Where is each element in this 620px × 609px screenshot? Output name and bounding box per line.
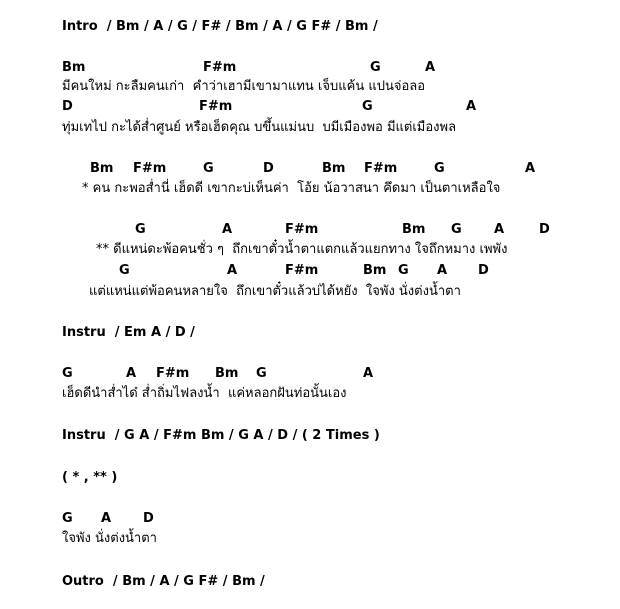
chord: Bm — [322, 161, 346, 176]
chord: G — [135, 222, 146, 237]
chord: F#m — [133, 161, 167, 176]
chord: A — [437, 263, 448, 278]
chord: G — [62, 511, 73, 526]
chord: F#m — [285, 222, 319, 237]
chord: G — [370, 60, 381, 75]
chord: Bm — [215, 366, 239, 381]
chord: F#m — [156, 366, 190, 381]
chord: F#m — [199, 99, 233, 114]
chord: A — [227, 263, 238, 278]
ending-lyric: ใจพัง นั่งต่งน้ำตา — [62, 531, 157, 546]
chord: Bm — [90, 161, 114, 176]
chorus1-lyric: * คน กะพอส่ำนี่ เฮ็ดดี เขากะบ่เห็นค่า โอ้ย น้อวาสนา คึดมา เป็นตาเหลือใจ — [82, 181, 501, 196]
chord: D — [539, 222, 550, 237]
chord: Bm — [62, 60, 86, 75]
chord: Bm — [402, 222, 426, 237]
chord: A — [466, 99, 477, 114]
chord: D — [263, 161, 274, 176]
chord: A — [494, 222, 505, 237]
bridge-lyric: เฮ็ดดีนำส่ำได๋ ส่ำถิ่มไฟลงน้ำ แค่หลอกฝันท่อนั้นเอง — [62, 386, 347, 401]
chord: D — [478, 263, 489, 278]
chord: G — [256, 366, 267, 381]
chord: G — [362, 99, 373, 114]
chord: A — [425, 60, 436, 75]
chord: A — [101, 511, 112, 526]
chord: G — [434, 161, 445, 176]
chord: A — [363, 366, 374, 381]
chord: G — [203, 161, 214, 176]
outro-line: Outro / Bm / A / G F# / Bm / — [62, 574, 265, 589]
chord: G — [398, 263, 409, 278]
chord: A — [525, 161, 536, 176]
chorus2-lyric-line1: ** ดีแหน่ดะพ้อคนชั่ว ๆ ถึกเขาตั๋วน้ำตาแตกแล้วแยกทาง ใจถึกหมาง เพพัง — [96, 242, 508, 257]
chord: A — [126, 366, 137, 381]
intro-line: Intro / Bm / A / G / F# / Bm / A / G F# / Bm / — [62, 19, 378, 34]
chord: Bm — [363, 263, 387, 278]
chord: F#m — [203, 60, 237, 75]
chord: A — [222, 222, 233, 237]
chord: F#m — [364, 161, 398, 176]
chord: F#m — [285, 263, 319, 278]
chord: G — [119, 263, 130, 278]
chord: G — [62, 366, 73, 381]
instru1-line: Instru / Em A / D / — [62, 325, 195, 340]
instru2-line: Instru / G A / F#m Bm / G A / D / ( 2 Times ) — [62, 428, 380, 443]
chord: D — [62, 99, 73, 114]
repeat-marker: ( * , ** ) — [62, 470, 118, 485]
verse1-lyric-line1: มีคนใหม่ กะลืมคนเก่า คำว่าเฮามีเขามาแทน เจ็บแค้น แปนจ่อลอ — [62, 79, 426, 94]
chord: G — [451, 222, 462, 237]
verse1-lyric-line2: ทุ่มเทไป กะได้ส่ำศูนย์ หรือเฮ็ดคุณ บขึ้นแม่นบ บมีเมืองพอ มีแต่เมืองพล — [62, 120, 457, 135]
chorus2-lyric-line2: แต่แหน่แต่พ้อคนหลายใจ ถึกเขาตั๋วแล้วบ่ได้หยัง ใจพัง นั่งต่งน้ำตา — [89, 284, 461, 299]
chord: D — [143, 511, 154, 526]
